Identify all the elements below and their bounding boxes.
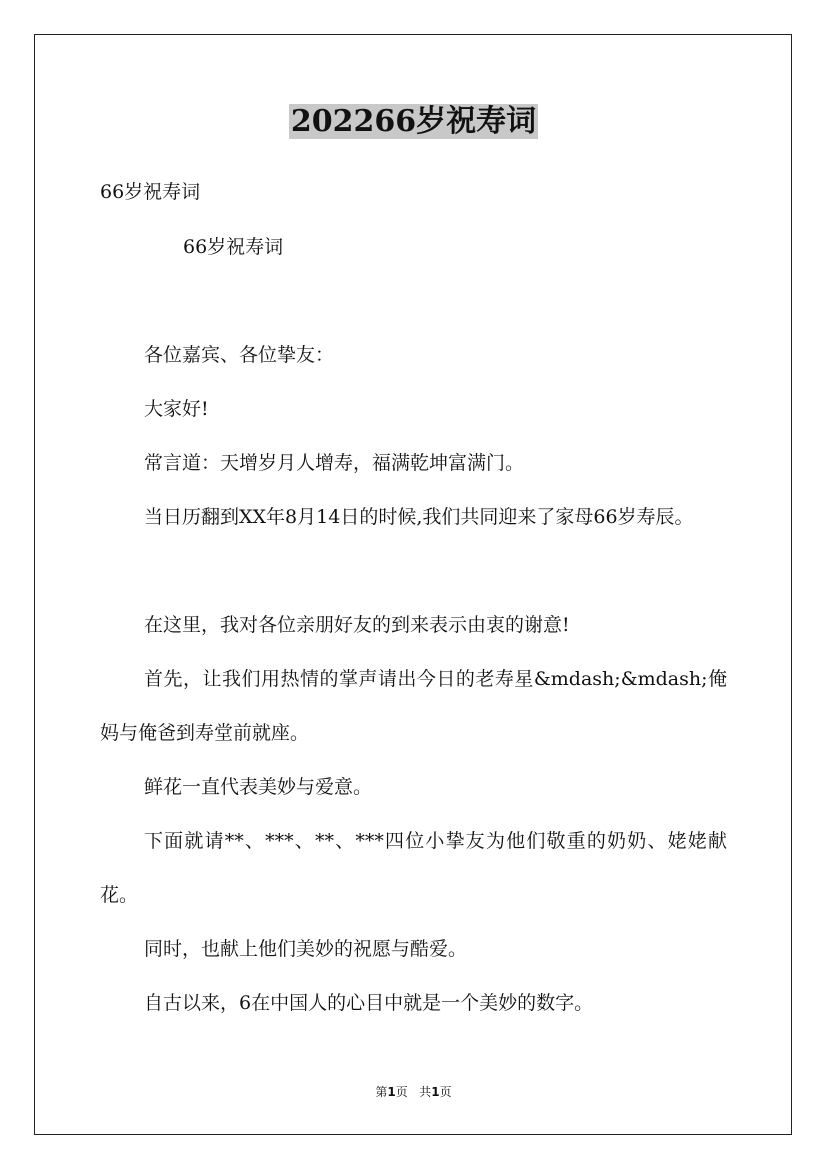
footer-page-suffix: 页 <box>395 1085 408 1099</box>
footer-total-suffix: 页 <box>439 1085 452 1099</box>
page-footer <box>0 1083 827 1101</box>
paragraph-applause: 首先，让我们用热情的掌声请出今日的老寿星&mdash;&mdash;俺妈与俺爸到寿堂前就座。 <box>100 668 727 744</box>
footer-page-number: 1 <box>387 1085 396 1099</box>
paragraph-saying: 常言道：天增岁月人增寿，福满乾坤富满门。 <box>144 452 525 474</box>
subtitle-line-2: 66岁祝寿词 <box>183 236 284 258</box>
footer-total-prefix: 共 <box>419 1085 432 1099</box>
paragraph-wishes: 同时，也献上他们美妙的祝愿与酷爱。 <box>144 938 468 960</box>
paragraph-thanks: 在这里，我对各位亲朋好友的到来表示由衷的谢意! <box>144 614 570 636</box>
subtitle-line-1: 66岁祝寿词 <box>100 181 201 203</box>
paragraph-number-six: 自古以来，6在中国人的心目中就是一个美妙的数字。 <box>144 992 594 1014</box>
paragraph-hello: 大家好! <box>144 398 209 420</box>
paragraph-greeting: 各位嘉宾、各位挚友： <box>144 344 335 366</box>
paragraph-flowers: 鲜花一直代表美妙与爱意。 <box>144 776 373 798</box>
paragraph-kids: 下面就请**、***、**、***四位小挚友为他们敬重的奶奶、姥姥献花。 <box>100 830 727 906</box>
paragraph-date: 当日历翻到XX年8月14日的时候,我们共同迎来了家母66岁寿辰。 <box>144 506 694 528</box>
document-title <box>0 100 827 144</box>
document-title-text: 202266岁祝寿词 <box>290 104 537 139</box>
footer-total-number: 1 <box>431 1085 440 1099</box>
footer-page-prefix: 第 <box>375 1085 388 1099</box>
